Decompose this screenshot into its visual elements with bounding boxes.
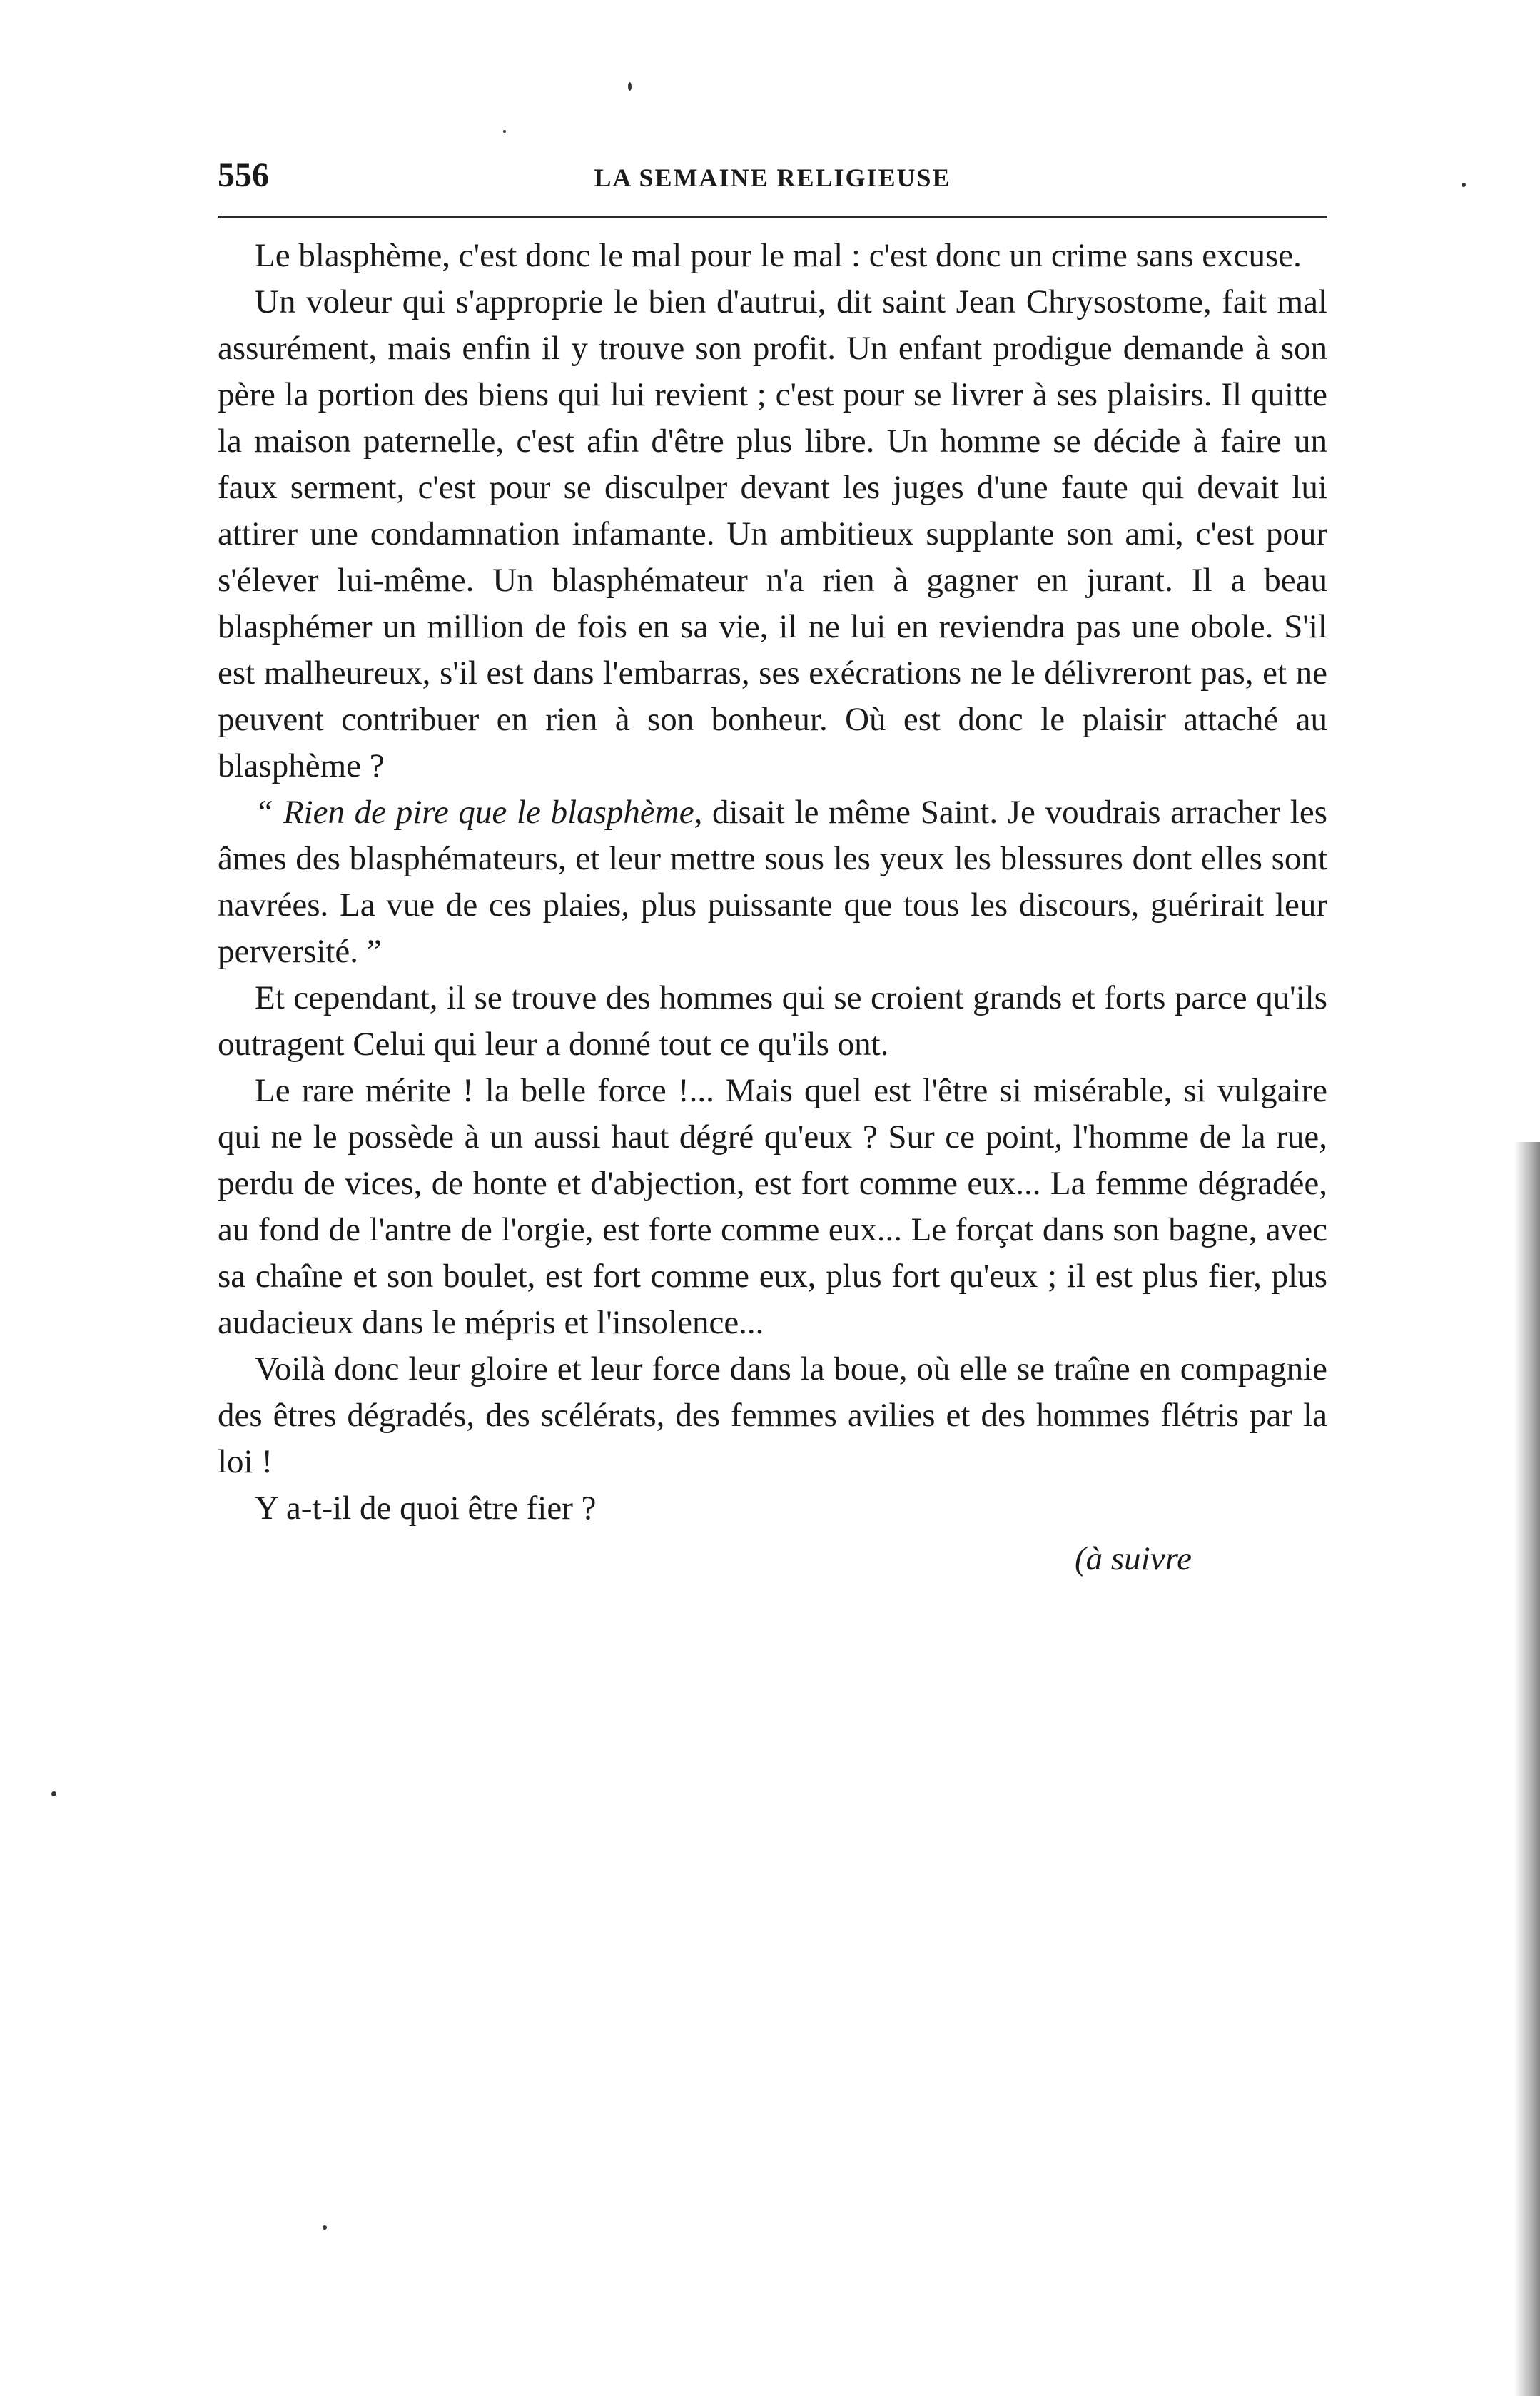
page-header — [218, 150, 1327, 207]
header-rule — [218, 216, 1327, 218]
to-be-continued: (à suivre — [1074, 1540, 1192, 1577]
quote-italic-lead: “ Rien de pire que le blasphème, — [255, 794, 703, 831]
quote-paragraph — [218, 789, 1327, 975]
paragraph: Le rare mérite ! la belle force !... Mais quel est l'être si misérable, si vulgaire qui ne le possède à un aussi haut dégré qu'eux ? Sur ce point, l'homme de la rue, perdu de vices, de honte et d'abjection, est fort comme eux... La femme dégradée, au fond de l'antre de l'orgie, est forte comme eux... Le forçat dans son bagne, avec sa chaîne et son boulet, est fort comme eux, plus fort qu'eux ; il est plus fier, plus audacieux dans le mépris et l'insolence... — [218, 1072, 1327, 1341]
scan-speck — [628, 82, 632, 91]
running-head: LA SEMAINE RELIGIEUSE — [594, 163, 951, 192]
scan-edge-shadow — [1514, 1142, 1540, 2396]
body-text — [218, 233, 1327, 1582]
scan-speck — [323, 2225, 327, 2230]
paragraph: Voilà donc leur gloire et leur force dans la boue, où elle se traîne en compagnie des êtres dégradés, des scélérats, des femmes avilies et des hommes flétris par la loi ! — [218, 1350, 1327, 1480]
paragraph: Y a-t-il de quoi être fier ? — [255, 1490, 597, 1527]
scan-speck — [503, 130, 506, 133]
scan-speck — [51, 1791, 56, 1796]
paragraph: Et cependant, il se trouve des hommes qui se croient grands et forts parce qu'ils outragent Celui qui leur a donné tout ce qu'ils ont. — [218, 979, 1327, 1063]
scan-speck — [1462, 183, 1466, 187]
paragraph: Un voleur qui s'approprie le bien d'autrui, dit saint Jean Chrysostome, fait mal assurément, mais enfin il y trouve son profit. Un enfant prodigue demande à son père la portion des biens qui lui revient ; c'est pour se livrer à ses plaisirs. Il quitte la maison paternelle, c'est afin d'être plus libre. Un homme se décide à faire un faux serment, c'est pour se disculper devant les juges d'une faute qui devait lui attirer une condamnation infamante. Un ambitieux supplante son ami, c'est pour s'élever lui-même. Un blasphémateur n'a rien à gagner en jurant. Il a beau blasphémer un million de fois en sa vie, il ne lui en reviendra pas une obole. S'il est malheureux, s'il est dans l'embarras, ses exécrations ne le délivreront pas, et ne peuvent contribuer en rien à son bonheur. Où est donc le plaisir attaché au blasphème ? — [218, 283, 1327, 784]
paragraph: Le blasphème, c'est donc le mal pour le mal : c'est donc un crime sans excuse. — [255, 237, 1302, 274]
page-number: 556 — [218, 156, 269, 194]
quote-rest: disait le même Saint. Je voudrais arracher les âmes des blasphémateurs, et leur mettre sous les yeux les blessures dont elles sont navrées. La vue de ces plaies, plus puissante que tous les discours, guérirait leur perversité. ” — [218, 794, 1327, 970]
